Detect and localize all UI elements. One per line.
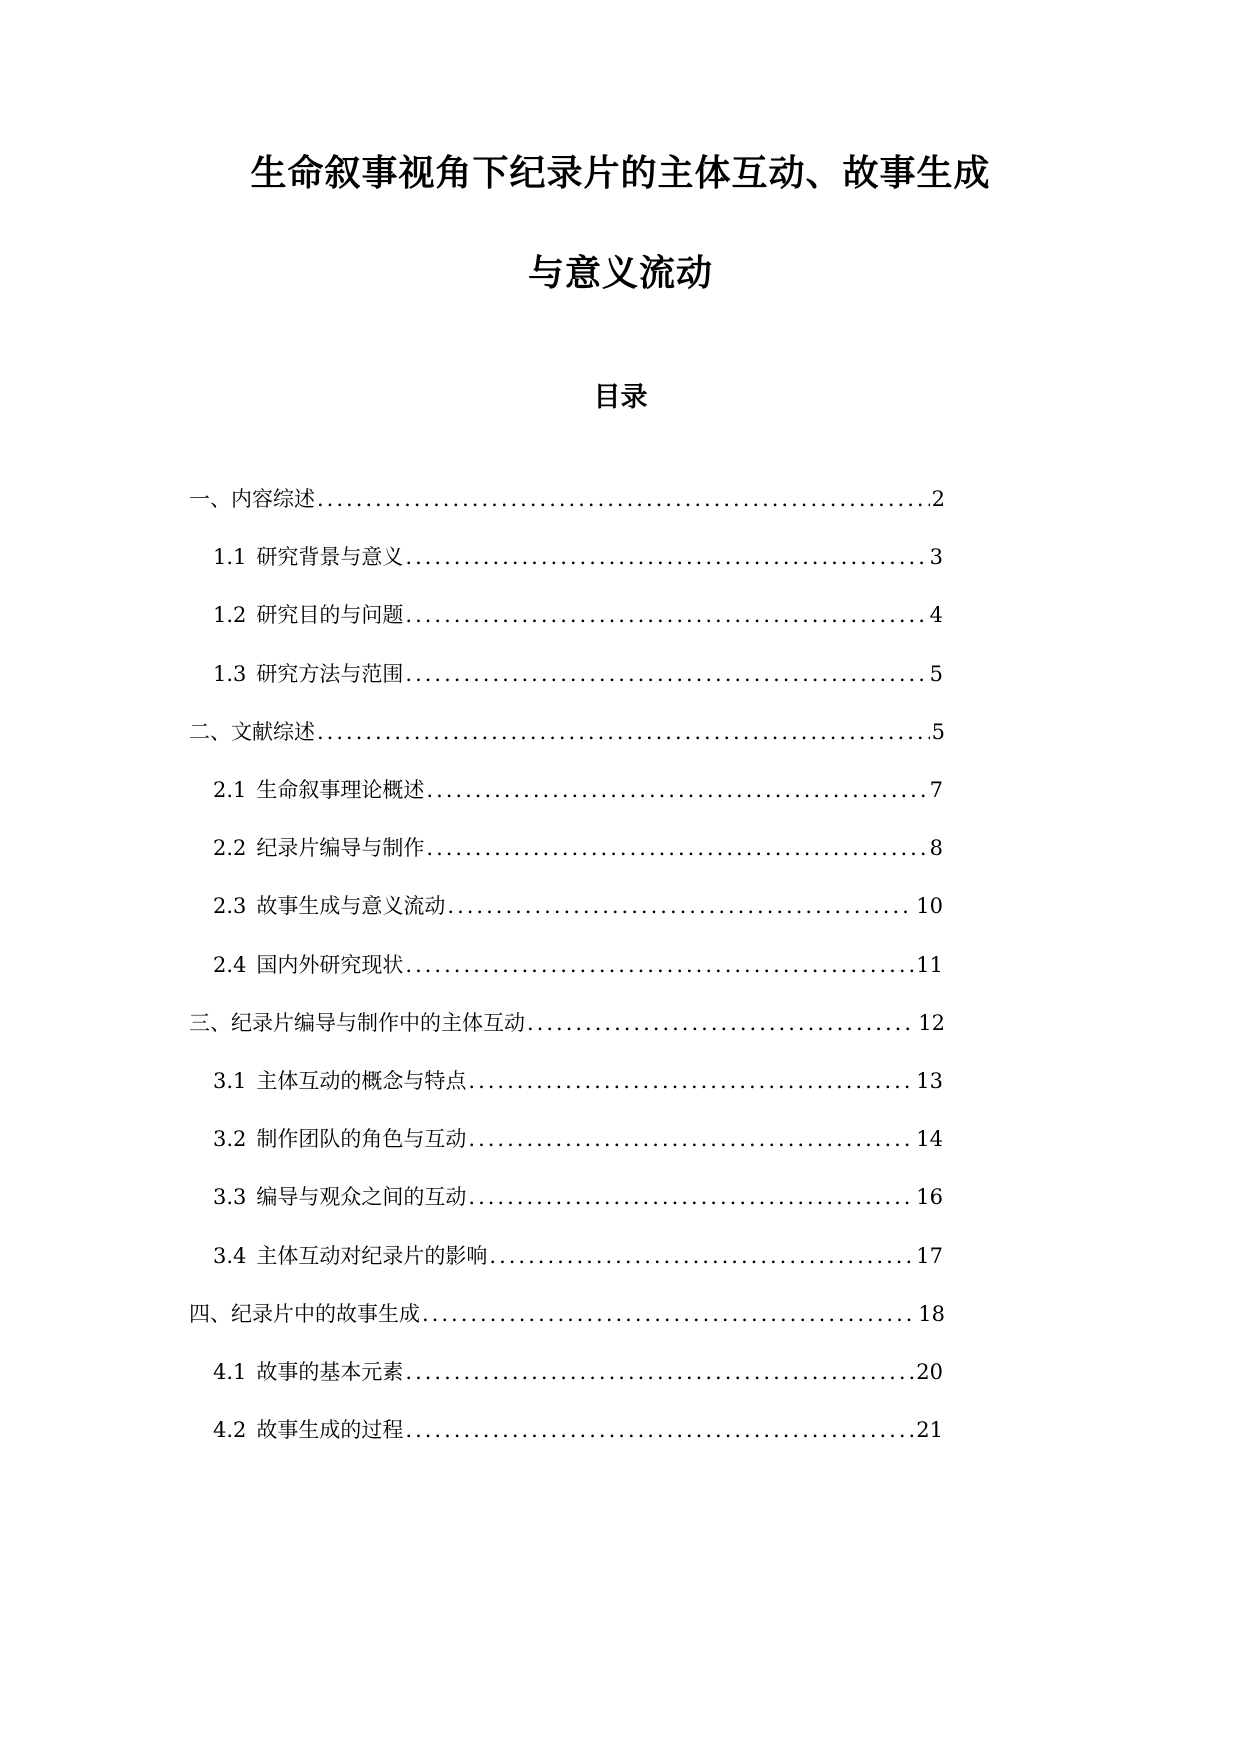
document-title-line-1: 生命叙事视角下纪录片的主体互动、故事生成 bbox=[250, 153, 991, 194]
toc-entry-label: 纪录片编导与制作 bbox=[256, 836, 425, 860]
toc-dot-leader bbox=[468, 1124, 914, 1154]
toc-entry-number: 3.1 bbox=[213, 1069, 247, 1093]
toc-entry-page-number: 7 bbox=[929, 778, 943, 802]
toc-entry-number: 3.2 bbox=[213, 1127, 247, 1151]
toc-dot-leader bbox=[527, 1008, 916, 1038]
toc-entry-number: 3.4 bbox=[213, 1244, 247, 1268]
toc-entry[interactable] bbox=[189, 484, 945, 514]
toc-dot-leader bbox=[405, 950, 914, 980]
toc-entry-label: 主体互动对纪录片的影响 bbox=[256, 1244, 488, 1268]
toc-entry-label: 生命叙事理论概述 bbox=[256, 778, 425, 802]
toc-dot-leader bbox=[426, 833, 927, 863]
toc-entry-label: 研究目的与问题 bbox=[256, 603, 404, 627]
toc-dot-leader bbox=[317, 484, 930, 514]
document-title-line-2: 与意义流动 bbox=[527, 253, 713, 294]
toc-entry-page-number: 18 bbox=[918, 1302, 945, 1326]
toc-entry-label: 制作团队的角色与互动 bbox=[256, 1127, 467, 1151]
toc-dot-leader bbox=[426, 775, 927, 805]
toc-dot-leader bbox=[405, 659, 927, 689]
toc-entry[interactable] bbox=[189, 1299, 945, 1329]
toc-entry-label: 国内外研究现状 bbox=[256, 953, 404, 977]
toc-entry-page-number: 5 bbox=[931, 720, 945, 744]
toc-entry[interactable] bbox=[189, 717, 945, 747]
toc-entry-label: 三、纪录片编导与制作中的主体互动 bbox=[189, 1011, 525, 1035]
toc-entry-number: 2.3 bbox=[213, 894, 247, 918]
toc-entry[interactable] bbox=[213, 833, 943, 863]
toc-entry-page-number: 4 bbox=[929, 603, 943, 627]
toc-entry-label: 主体互动的概念与特点 bbox=[256, 1069, 467, 1093]
toc-entry-label: 四、纪录片中的故事生成 bbox=[189, 1302, 420, 1326]
toc-entry-number: 2.1 bbox=[213, 778, 247, 802]
toc-entry-page-number: 5 bbox=[929, 662, 943, 686]
toc-entry-page-number: 10 bbox=[916, 894, 943, 918]
toc-entry[interactable] bbox=[213, 1357, 943, 1387]
toc-entry[interactable] bbox=[213, 891, 943, 921]
toc-entry-label: 故事的基本元素 bbox=[256, 1360, 404, 1384]
toc-heading: 目录 bbox=[593, 382, 648, 413]
toc-entry-number: 4.1 bbox=[213, 1360, 247, 1384]
toc-entry-label: 研究背景与意义 bbox=[256, 545, 404, 569]
toc-entry[interactable] bbox=[213, 775, 943, 805]
toc-entry-label: 故事生成的过程 bbox=[256, 1418, 404, 1442]
toc-dot-leader bbox=[468, 1066, 914, 1096]
toc-dot-leader bbox=[405, 1415, 914, 1445]
toc-entry-page-number: 8 bbox=[929, 836, 943, 860]
toc-entry[interactable] bbox=[213, 542, 943, 572]
toc-entry-label: 编导与观众之间的互动 bbox=[256, 1185, 467, 1209]
toc-entry-label: 一、内容综述 bbox=[189, 487, 315, 511]
toc-entry-number: 2.2 bbox=[213, 836, 247, 860]
toc-entry[interactable] bbox=[213, 1182, 943, 1212]
toc-dot-leader bbox=[405, 600, 927, 630]
toc-entry-page-number: 11 bbox=[916, 953, 943, 977]
toc-dot-leader bbox=[405, 1357, 914, 1387]
toc-entry-number: 2.4 bbox=[213, 953, 247, 977]
toc-entry[interactable] bbox=[189, 1008, 945, 1038]
toc-entry-number: 1.2 bbox=[213, 603, 247, 627]
toc-entry-page-number: 17 bbox=[916, 1244, 943, 1268]
toc-entry-label: 二、文献综述 bbox=[189, 720, 315, 744]
toc-entry-label: 故事生成与意义流动 bbox=[256, 894, 446, 918]
toc-entry-number: 3.3 bbox=[213, 1185, 247, 1209]
toc-entry-page-number: 20 bbox=[916, 1360, 943, 1384]
toc-entry[interactable] bbox=[213, 659, 943, 689]
toc-entry[interactable] bbox=[213, 1241, 943, 1271]
toc-entry[interactable] bbox=[213, 600, 943, 630]
toc-entry-page-number: 3 bbox=[929, 545, 943, 569]
toc-dot-leader bbox=[405, 542, 927, 572]
toc-dot-leader bbox=[317, 717, 930, 747]
toc-dot-leader bbox=[489, 1241, 914, 1271]
toc-entry[interactable] bbox=[213, 1066, 943, 1096]
toc-entry-label: 研究方法与范围 bbox=[256, 662, 404, 686]
toc-entry-page-number: 21 bbox=[916, 1418, 943, 1442]
toc-entry[interactable] bbox=[213, 950, 943, 980]
toc-entry[interactable] bbox=[213, 1124, 943, 1154]
toc-dot-leader bbox=[422, 1299, 916, 1329]
toc-entry-page-number: 16 bbox=[916, 1185, 943, 1209]
toc-entry-page-number: 13 bbox=[916, 1069, 943, 1093]
toc-entry-number: 1.3 bbox=[213, 662, 247, 686]
toc-dot-leader bbox=[468, 1182, 914, 1212]
toc-entry-number: 1.1 bbox=[213, 545, 247, 569]
toc-entry[interactable] bbox=[213, 1415, 943, 1445]
toc-entry-page-number: 2 bbox=[931, 487, 945, 511]
toc-entry-page-number: 12 bbox=[918, 1011, 945, 1035]
toc-dot-leader bbox=[447, 891, 914, 921]
toc-entry-number: 4.2 bbox=[213, 1418, 247, 1442]
toc-entry-page-number: 14 bbox=[916, 1127, 943, 1151]
